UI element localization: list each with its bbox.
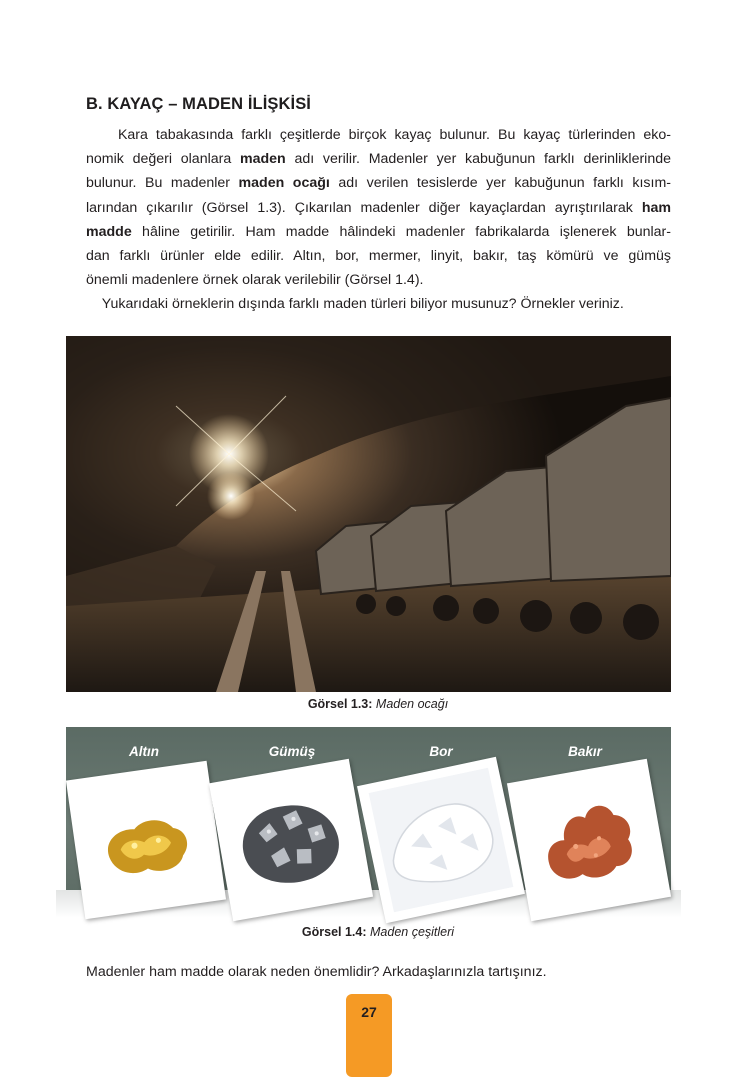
gold-photo bbox=[66, 761, 226, 919]
paragraph-line: nomik değeri olanlara maden adı verilir. Madenler yer kabuğunun farklı derinliklerinde bbox=[86, 151, 672, 168]
mineral-label-silver: Gümüş bbox=[268, 744, 316, 759]
term-madde: madde bbox=[86, 223, 132, 240]
boron-photo bbox=[357, 757, 525, 923]
question-paragraph: Yukarıdaki örneklerin dışında farklı maden türleri biliyor musunuz? Örnekler veriniz. bbox=[101, 296, 624, 313]
mine-tunnel-photo bbox=[66, 336, 671, 692]
paragraph-line: larından çıkarılır (Görsel 1.3). Çıkarılan madenler diğer kayaçlardan ayrıştırılarak ham bbox=[86, 199, 671, 216]
page-number: 27 bbox=[361, 1004, 377, 1020]
section-heading: B. KAYAÇ – MADEN İLİŞKİSİ bbox=[86, 95, 311, 113]
body-paragraph bbox=[86, 123, 671, 317]
silver-photo bbox=[209, 759, 373, 922]
paragraph-line: Kara tabakasında farklı çeşitlerde birçok kayaç bulunur. Bu kayaç türlerinden eko- bbox=[117, 127, 671, 143]
copper-photo bbox=[507, 759, 671, 922]
paragraph-line: dan farklı ürünler elde edilir. Altın, bor, mermer, linyit, bakır, taş kömürü ve gümüş bbox=[86, 247, 671, 264]
page-number-tab bbox=[346, 994, 392, 1077]
paragraph-line: bulunur. Bu madenler maden ocağı adı verilen tesislerde yer kabuğunun farklı kısım- bbox=[86, 175, 671, 192]
mineral-label-gold: Altın bbox=[129, 744, 159, 759]
figure-caption-1: Görsel 1.3: Maden ocağı bbox=[307, 697, 449, 711]
discussion-question: Madenler ham madde olarak neden önemlidir? Arkadaşlarınızla tartışınız. bbox=[86, 964, 547, 980]
mineral-label-copper: Bakır bbox=[568, 744, 602, 759]
figure-caption-2: Görsel 1.4: Maden çeşitleri bbox=[301, 925, 455, 939]
paragraph-line: madde hâline getirilir. Ham madde hâlindeki madenler fabrikalarda işlenerek bunlar- bbox=[86, 223, 671, 240]
term-maden: maden bbox=[239, 151, 286, 168]
paragraph-line: önemli madenlere örnek olarak verilebilir (Görsel 1.4). bbox=[86, 272, 424, 289]
mineral-label-boron: Bor bbox=[429, 744, 453, 759]
term-maden-ocagi: maden ocağı bbox=[238, 175, 330, 192]
term-ham: ham bbox=[641, 199, 671, 216]
